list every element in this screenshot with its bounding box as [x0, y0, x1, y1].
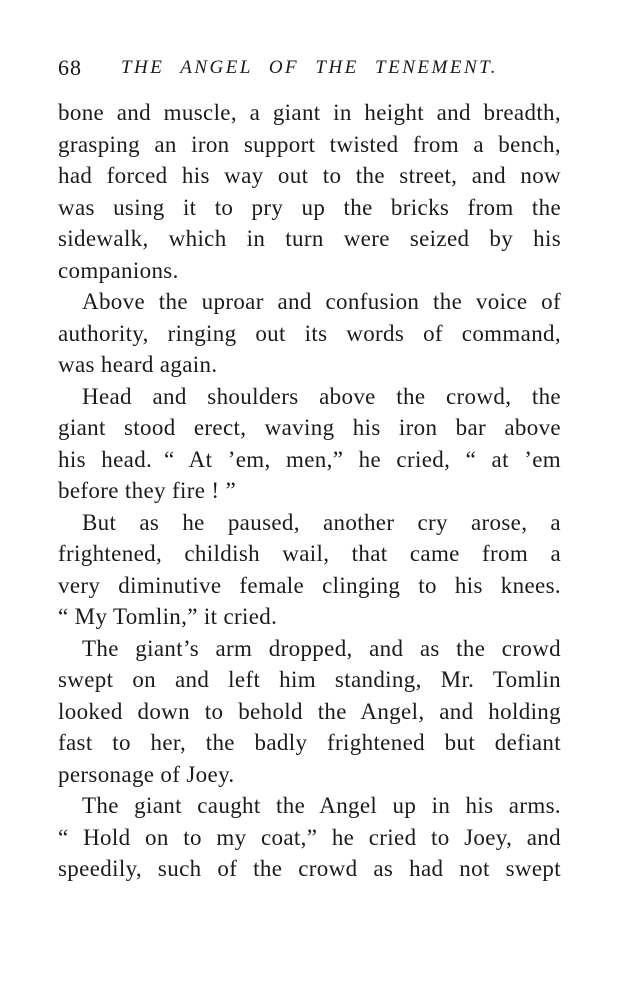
text-line: fast to her, the badly frightened but defiant [58, 730, 561, 755]
text-line: “ Hold on to my coat,” he cried to Joey, and [58, 824, 561, 850]
text-line: authority, ringing out its words of command, [58, 320, 561, 346]
paragraph [58, 790, 561, 885]
text-line: before they fire ! ” [58, 478, 237, 503]
text-line: sidewalk, which in turn were seized by his [58, 226, 561, 251]
text-line: The giant’s arm dropped, and as the crowd [82, 635, 561, 661]
text-line: had forced his way out to the street, and now [58, 163, 561, 188]
text-line: giant stood erect, waving his iron bar above [58, 415, 561, 440]
page-header [58, 55, 561, 81]
text-line: swept on and left him standing, Mr. Tomlin [58, 667, 561, 692]
text-line: frightened, childish wail, that came from a [58, 541, 561, 566]
paragraph [58, 286, 561, 381]
text-line: Above the uproar and confusion the voice of [82, 289, 561, 314]
paragraph [58, 97, 561, 286]
text-line: personage of Joey. [58, 761, 235, 787]
text-line: grasping an iron support twisted from a bench, [58, 131, 561, 157]
text-line: “ My Tomlin,” it cried. [58, 604, 278, 629]
text-line: Head and shoulders above the crowd, the [82, 383, 561, 409]
text-line: The giant caught the Angel up in his arms. [82, 793, 561, 818]
paragraph [58, 633, 561, 791]
text-line: companions. [58, 257, 179, 283]
text-line: was heard again. [58, 352, 218, 377]
text-line: was using it to pry up the bricks from the [58, 194, 561, 220]
text-line: looked down to behold the Angel, and holding [58, 698, 561, 724]
text-line: But as he paused, another cry arose, a [82, 509, 561, 535]
text-line: speedily, such of the crowd as had not swept [58, 856, 561, 881]
running-title: THE ANGEL OF THE TENEMENT. [120, 57, 499, 78]
paragraph [58, 507, 561, 633]
page-number: 68 [58, 55, 82, 80]
page-body [58, 97, 561, 885]
paragraph [58, 381, 561, 507]
text-line: very diminutive female clinging to his knees. [58, 572, 561, 598]
text-line: bone and muscle, a giant in height and breadth, [58, 100, 561, 125]
text-line: his head. “ At ’em, men,” he cried, “ at ’em [58, 446, 561, 472]
